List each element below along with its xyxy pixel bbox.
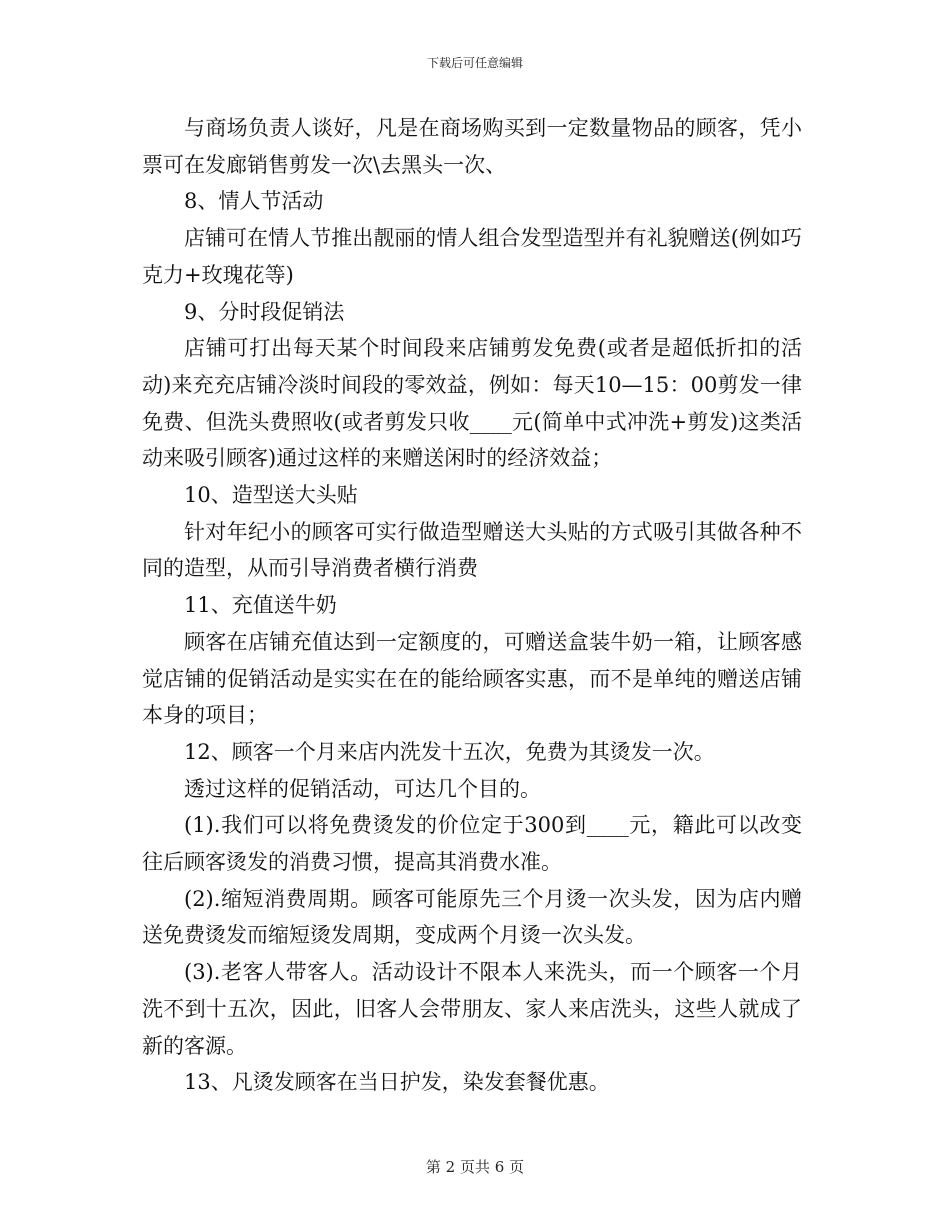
- heading-valentines-activity: 8、情人节活动: [184, 189, 324, 214]
- paragraph-purpose-3: (3).老客人带客人。活动设计不限本人来洗头，而一个顾客一个月洗不到十五次，因此，旧客人会带朋友、家人来店洗头，这些人就成了新的客源。: [142, 960, 802, 1058]
- heading-recharge-milk: 11、充值送牛奶: [184, 593, 337, 618]
- paragraph-mall-cooperation: 与商场负责人谈好，凡是在商场购买到一定数量物品的顾客，凭小票可在发廊销售剪发一次\去黑头一次、: [142, 116, 802, 177]
- heading-perm-package: 13、凡烫发顾客在当日护发，染发套餐优惠。: [184, 1070, 610, 1095]
- paragraph-purposes-intro: 透过这样的促销活动，可达几个目的。: [184, 776, 541, 801]
- paragraph-recharge-milk: 顾客在店铺充值达到一定额度的，可赠送盒装牛奶一箱，让顾客感觉店铺的促销活动是实实在在的能给顾客实惠，而不是单纯的赠送店铺本身的项目；: [142, 629, 802, 728]
- paragraph-photo-sticker: 针对年纪小的顾客可实行做造型赠送大头贴的方式吸引其做各种不同的造型，从而引导消费者横行消费: [142, 519, 802, 581]
- paragraph-purpose-2: (2).缩短消费周期。顾客可能原先三个月烫一次头发，因为店内赠送免费烫发而缩短烫发周期，变成两个月烫一次头发。: [142, 886, 802, 948]
- heading-photo-sticker: 10、造型送大头贴: [184, 483, 358, 508]
- document-body: [142, 110, 802, 1101]
- page-header: 下载后可任意编辑: [426, 56, 523, 70]
- heading-wash-fifteen-times: 12、顾客一个月来店内洗发十五次，免费为其烫发一次。: [184, 739, 715, 764]
- paragraph-valentines-activity: 店铺可在情人节推出靓丽的情人组合发型造型并有礼貌赠送(例如巧克力+玫瑰花等): [142, 226, 802, 287]
- paragraph-time-slot-promotion: 店铺可打出每天某个时间段来店铺剪发免费(或者是超低折扣的活动)来充充店铺冷淡时间段的零效益，例如：每天10—15：00剪发一律免费、但洗头费照收(或者剪发只收____元(简单中式冲洗+剪发)这类活动来吸引顾客)通过这样的来赠送闲时的经济效益；: [142, 336, 802, 471]
- heading-time-slot-promotion: 9、分时段促销法: [184, 299, 345, 324]
- paragraph-purpose-1: (1).我们可以将免费烫发的价位定于300到____元，籍此可以改变往后顾客烫发的消费习惯，提高其消费水准。: [142, 813, 802, 875]
- page-footer: 第 2 页共 6 页: [425, 1158, 525, 1176]
